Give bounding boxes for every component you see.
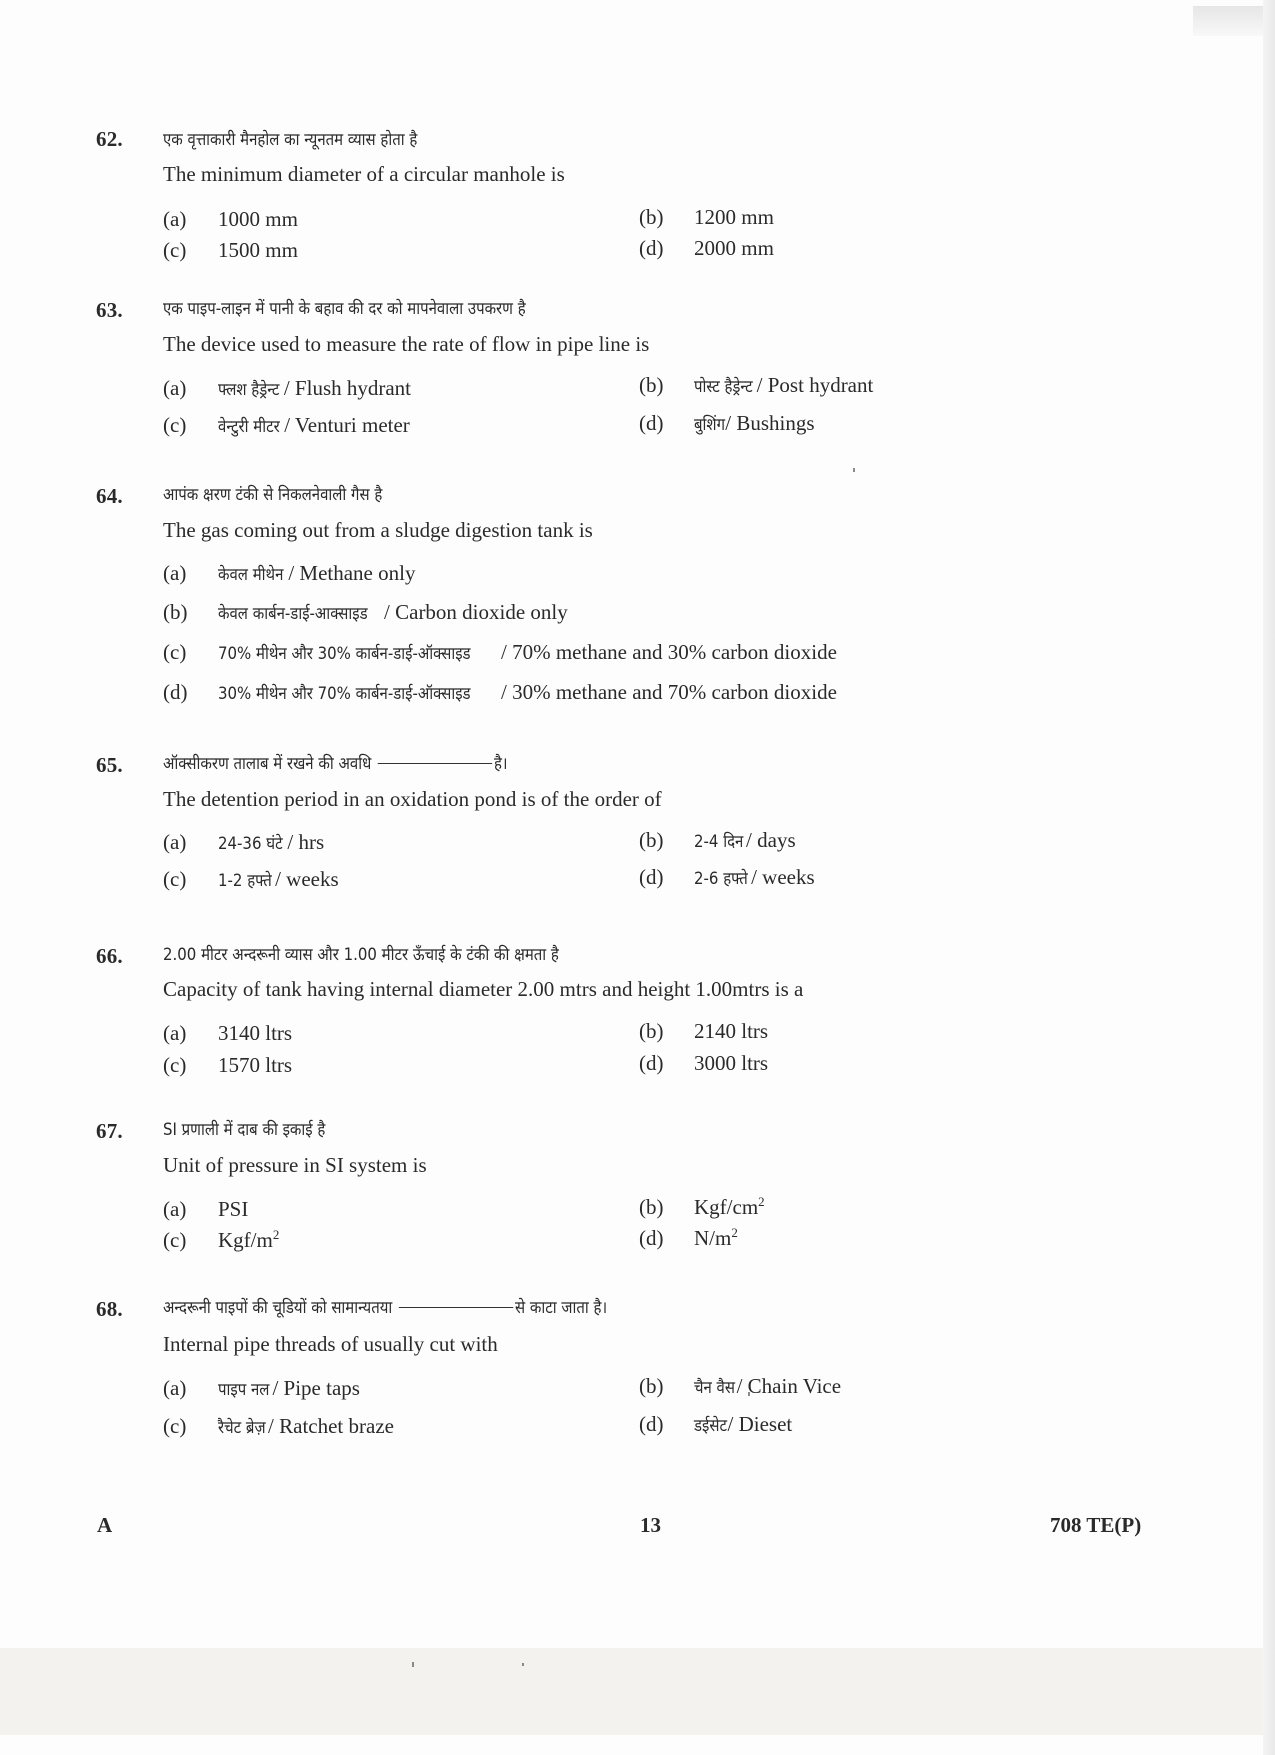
option-text: 3140 ltrs [218, 1021, 293, 1045]
question-number: 66. [96, 944, 123, 968]
option-letter: (a) [163, 1021, 187, 1045]
option-a [163, 1197, 248, 1222]
option-a [163, 376, 411, 401]
booklet-series: A [97, 1513, 113, 1537]
option-text: PSI [218, 1197, 249, 1221]
option-text: 3000 ltrs [694, 1051, 769, 1075]
option-d [163, 680, 837, 705]
option-hindi: वेन्टुरी मीटर [218, 417, 280, 437]
option-letter: (c) [163, 238, 187, 262]
option-letter: (a) [163, 1376, 187, 1400]
option-text: / 70% methane and 30% carbon dioxide [501, 640, 837, 664]
option-b [639, 373, 873, 398]
option-b [639, 828, 796, 853]
option-text: / Chain Vice [736, 1374, 842, 1398]
option-letter: (c) [163, 1228, 187, 1252]
option-c [163, 1228, 279, 1253]
scan-shadow [1193, 6, 1263, 36]
option-hindi: चैन वैस [694, 1378, 735, 1398]
option-d [639, 865, 815, 890]
question-english: The minimum diameter of a circular manhole is [163, 162, 565, 186]
option-d [639, 1412, 792, 1437]
option-c [163, 413, 410, 438]
option-letter: (a) [163, 1197, 187, 1221]
scan-bottom-band [0, 1648, 1263, 1735]
question-hindi: एक वृत्ताकारी मैनहोल का न्यूनतम व्यास होता है [163, 130, 418, 150]
option-letter: (b) [639, 828, 664, 852]
question-number: 63. [96, 298, 123, 322]
option-text: 1200 mm [694, 205, 774, 229]
option-a [163, 561, 415, 586]
option-d [639, 236, 774, 261]
option-letter: (b) [639, 1374, 664, 1398]
fill-in-blank [378, 763, 492, 764]
question-number: 67. [96, 1119, 123, 1143]
option-letter: (c) [163, 640, 187, 664]
option-c [163, 867, 339, 892]
superscript: 2 [272, 1227, 280, 1242]
option-b [639, 205, 774, 230]
option-a [163, 207, 298, 232]
option-letter: (a) [163, 561, 187, 585]
question-hindi: आपंक क्षरण टंकी से निकलनेवाली गैस है [163, 485, 383, 505]
option-text: / weeks [751, 865, 815, 889]
option-a [163, 1021, 292, 1046]
option-text: / 30% methane and 70% carbon dioxide [501, 680, 837, 704]
question-number: 62. [96, 127, 123, 151]
option-text: / Methane only [288, 561, 416, 585]
option-hindi: 70% मीथेन और 30% कार्बन-डाई-ऑक्साइड [218, 644, 471, 664]
option-d [639, 411, 815, 436]
question-hindi-text: अन्दरूनी पाइपों की चूडियों को सामान्यतया [163, 1298, 393, 1318]
option-letter: (c) [163, 1414, 187, 1438]
option-hindi: रैचेट ब्रेज़ [218, 1418, 266, 1438]
option-letter: (d) [639, 865, 664, 889]
question-hindi: 2.00 मीटर अन्दरूनी व्यास और 1.00 मीटर ऊँचाई के टंकी की क्षमता है [163, 945, 559, 965]
option-text: 1570 ltrs [218, 1053, 293, 1077]
option-text: / days [746, 828, 796, 852]
question-english: Internal pipe threads of usually cut with [163, 1332, 498, 1356]
option-letter: (c) [163, 867, 187, 891]
scan-speck [522, 1663, 524, 1666]
question-english: The device used to measure the rate of flow in pipe line is [163, 332, 650, 356]
option-b [639, 1195, 765, 1220]
option-c [163, 238, 298, 263]
option-letter: (b) [639, 1195, 664, 1219]
option-text: / Bushings [725, 411, 815, 435]
scan-speck [412, 1662, 414, 1667]
question-hindi [163, 1295, 607, 1318]
question-hindi-suffix: से काटा जाता है। [514, 1298, 608, 1318]
superscript: 2 [758, 1194, 765, 1209]
option-d [639, 1226, 738, 1251]
option-hindi: 1-2 हफ्ते [218, 871, 272, 891]
scan-edge [1263, 0, 1275, 1755]
option-c [163, 1053, 292, 1078]
question-english: Capacity of tank having internal diameter 2.00 mtrs and height 1.00mtrs is a [163, 977, 804, 1001]
option-text: / Pipe taps [272, 1376, 360, 1400]
option-d [639, 1051, 768, 1076]
scan-speck [853, 468, 855, 472]
option-hindi: बुशिंग [694, 415, 726, 435]
option-text: N/m [694, 1226, 732, 1250]
option-b [639, 1374, 841, 1399]
question-english: The gas coming out from a sludge digestion tank is [163, 518, 593, 542]
option-text: / Post hydrant [756, 373, 874, 397]
option-hindi: केवल कार्बन-डाई-आक्साइड [218, 604, 368, 624]
option-letter: (b) [163, 600, 188, 624]
question-hindi: SI प्रणाली में दाब की इकाई है [163, 1120, 326, 1140]
question-number: 68. [96, 1297, 123, 1321]
question-hindi [163, 751, 508, 774]
option-c [163, 640, 837, 665]
option-letter: (a) [163, 830, 187, 854]
option-letter: (d) [163, 680, 188, 704]
question-hindi-text: ऑक्सीकरण तालाब में रखने की अवधि [163, 754, 372, 774]
option-hindi: केवल मीथेन [218, 565, 284, 585]
fill-in-blank [399, 1307, 513, 1308]
option-b [163, 600, 568, 625]
option-hindi: 2-6 हफ्ते [694, 869, 748, 889]
option-hindi: पाइप नल [218, 1380, 270, 1400]
option-c [163, 1414, 394, 1439]
option-hindi: पोस्ट हैड्रेन्ट [694, 377, 753, 397]
question-hindi: एक पाइप-लाइन में पानी के बहाव की दर को मापनेवाला उपकरण है [163, 299, 526, 319]
option-letter: (d) [639, 1226, 664, 1250]
option-letter: (b) [639, 1019, 664, 1043]
option-letter: (b) [639, 373, 664, 397]
option-a [163, 1376, 360, 1401]
page-number: 13 [640, 1513, 661, 1537]
option-text: / Ratchet braze [268, 1414, 394, 1438]
option-text: 2140 ltrs [694, 1019, 769, 1043]
question-hindi-suffix: है। [493, 754, 508, 774]
option-b [639, 1019, 768, 1044]
option-text: 1000 mm [218, 207, 298, 231]
paper-code: 708 TE(P) [1050, 1513, 1142, 1537]
question-number: 65. [96, 753, 123, 777]
option-letter: (b) [639, 205, 664, 229]
option-text: Kgf/m [218, 1228, 273, 1252]
option-letter: (d) [639, 411, 664, 435]
question-number: 64. [96, 484, 123, 508]
superscript: 2 [731, 1225, 738, 1240]
option-text: / Carbon dioxide only [384, 600, 568, 624]
option-letter: (a) [163, 376, 187, 400]
option-letter: (d) [639, 236, 664, 260]
option-text: / hrs [287, 830, 325, 854]
option-text: Kgf/cm [694, 1195, 759, 1219]
option-text: / Flush hydrant [283, 376, 412, 400]
option-letter: (c) [163, 1053, 187, 1077]
option-hindi: 30% मीथेन और 70% कार्बन-डाई-ऑक्साइड [218, 684, 471, 704]
option-letter: (d) [639, 1051, 664, 1075]
option-a [163, 830, 324, 855]
option-letter: (d) [639, 1412, 664, 1436]
option-letter: (c) [163, 413, 187, 437]
option-text: / Venturi meter [284, 413, 410, 437]
option-letter: (a) [163, 207, 187, 231]
option-text: / Dieset [727, 1412, 793, 1436]
question-english: The detention period in an oxidation pond is of the order of [163, 787, 662, 811]
option-hindi: 2-4 दिन [694, 832, 744, 852]
option-hindi: डईसेट [694, 1416, 728, 1436]
option-hindi: फ्लश हैड्रेन्ट [218, 380, 280, 400]
question-english: Unit of pressure in SI system is [163, 1153, 427, 1177]
option-hindi: 24-36 घंटे [218, 834, 283, 854]
option-text: 2000 mm [694, 236, 774, 260]
option-text: / weeks [275, 867, 339, 891]
option-text: 1500 mm [218, 238, 298, 262]
